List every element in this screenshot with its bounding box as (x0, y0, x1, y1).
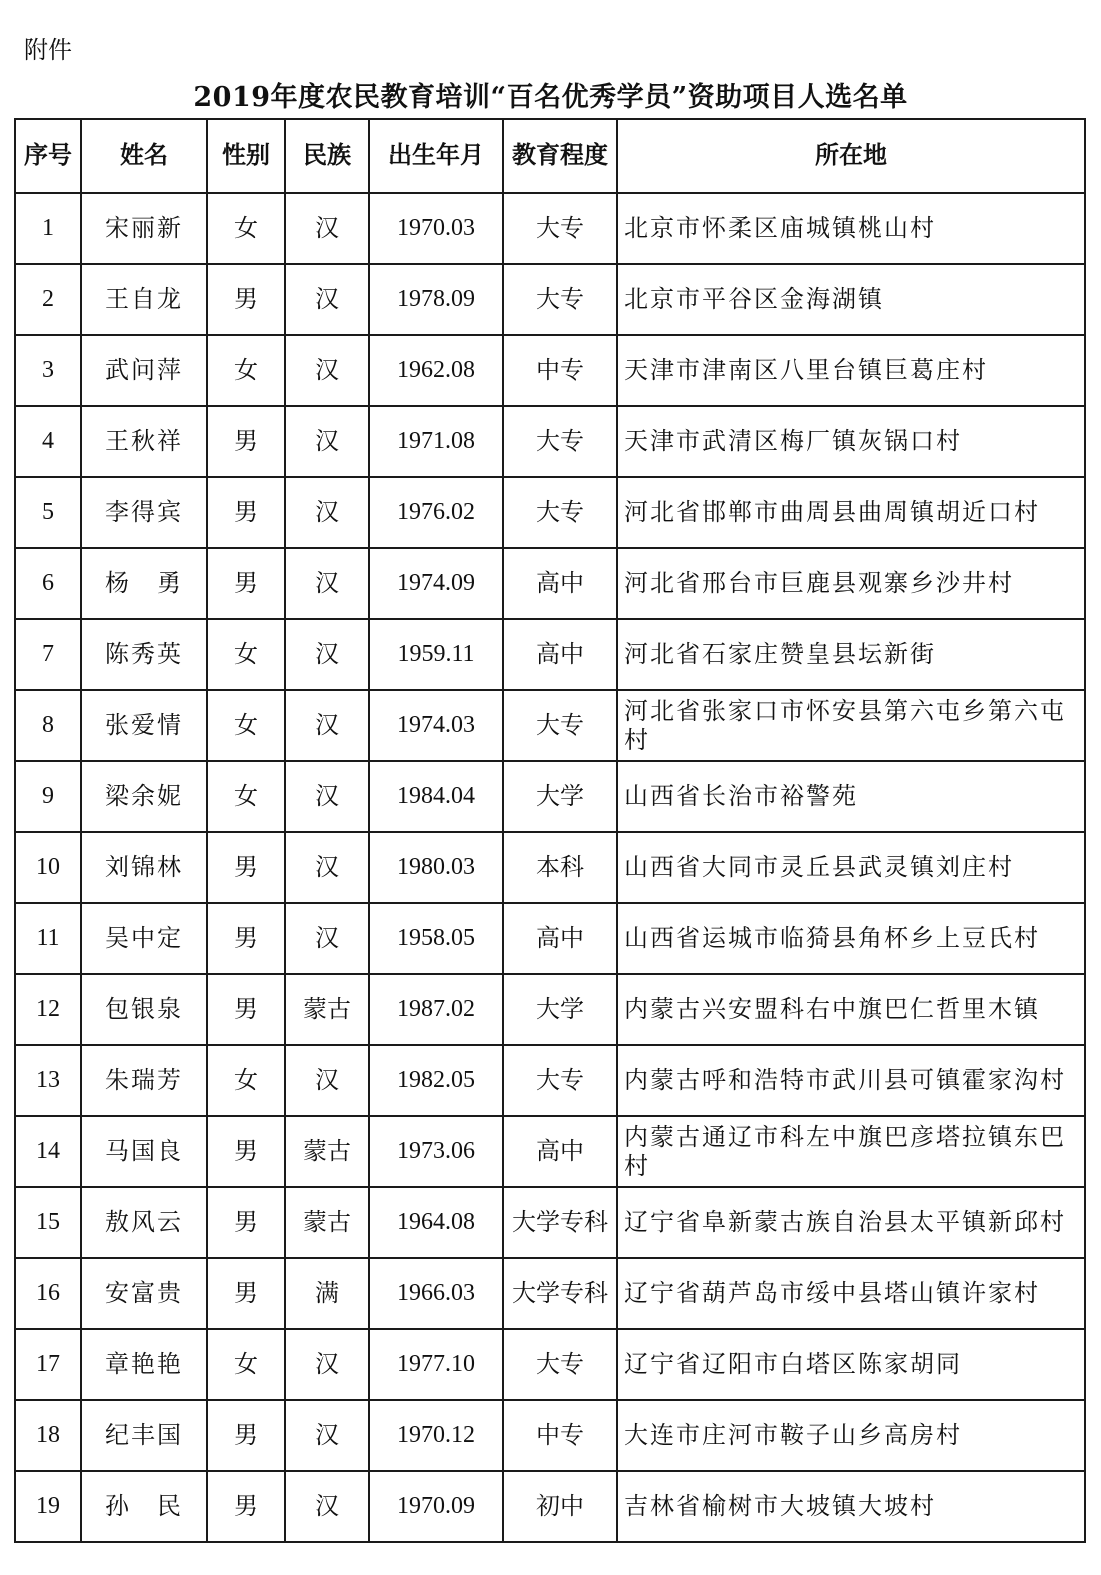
cell-education: 高中 (503, 1116, 617, 1187)
cell-birth: 1974.03 (369, 690, 503, 761)
cell-birth: 1976.02 (369, 477, 503, 548)
cell-name: 章艳艳 (81, 1329, 207, 1400)
cell-location: 山西省大同市灵丘县武灵镇刘庄村 (617, 832, 1085, 903)
cell-education: 大学专科 (503, 1187, 617, 1258)
cell-location: 河北省石家庄赞皇县坛新街 (617, 619, 1085, 690)
cell-gender: 女 (207, 1045, 285, 1116)
cell-gender: 男 (207, 1258, 285, 1329)
column-header-education: 教育程度 (503, 119, 617, 193)
cell-seq: 9 (15, 761, 81, 832)
cell-education: 大专 (503, 1329, 617, 1400)
cell-name: 杨 勇 (81, 548, 207, 619)
cell-education: 本科 (503, 832, 617, 903)
cell-ethnicity: 汉 (285, 1045, 369, 1116)
table-body (15, 193, 1085, 1542)
cell-education: 大专 (503, 406, 617, 477)
cell-ethnicity: 汉 (285, 1329, 369, 1400)
cell-education: 中专 (503, 1400, 617, 1471)
table-row (15, 1471, 1085, 1542)
cell-seq: 2 (15, 264, 81, 335)
cell-ethnicity: 汉 (285, 477, 369, 548)
cell-ethnicity: 蒙古 (285, 1116, 369, 1187)
column-header-birth: 出生年月 (369, 119, 503, 193)
cell-birth: 1964.08 (369, 1187, 503, 1258)
cell-location: 山西省运城市临猗县角杯乡上豆氏村 (617, 903, 1085, 974)
cell-ethnicity: 汉 (285, 690, 369, 761)
cell-name: 纪丰国 (81, 1400, 207, 1471)
cell-seq: 12 (15, 974, 81, 1045)
cell-gender: 男 (207, 1116, 285, 1187)
cell-name: 刘锦林 (81, 832, 207, 903)
table-row (15, 1400, 1085, 1471)
column-header-gender: 性别 (207, 119, 285, 193)
cell-seq: 8 (15, 690, 81, 761)
cell-location: 辽宁省辽阳市白塔区陈家胡同 (617, 1329, 1085, 1400)
cell-education: 初中 (503, 1471, 617, 1542)
cell-location: 河北省邯郸市曲周县曲周镇胡近口村 (617, 477, 1085, 548)
cell-gender: 女 (207, 690, 285, 761)
cell-name: 王秋祥 (81, 406, 207, 477)
cell-gender: 男 (207, 406, 285, 477)
cell-gender: 男 (207, 1400, 285, 1471)
cell-education: 大学专科 (503, 1258, 617, 1329)
cell-education: 大专 (503, 690, 617, 761)
cell-name: 武问萍 (81, 335, 207, 406)
cell-birth: 1973.06 (369, 1116, 503, 1187)
table-row (15, 619, 1085, 690)
cell-ethnicity: 汉 (285, 619, 369, 690)
cell-gender: 男 (207, 477, 285, 548)
cell-gender: 男 (207, 903, 285, 974)
cell-name: 王自龙 (81, 264, 207, 335)
cell-seq: 11 (15, 903, 81, 974)
cell-gender: 女 (207, 619, 285, 690)
cell-birth: 1980.03 (369, 832, 503, 903)
cell-birth: 1966.03 (369, 1258, 503, 1329)
cell-name: 朱瑞芳 (81, 1045, 207, 1116)
cell-name: 马国良 (81, 1116, 207, 1187)
cell-ethnicity: 汉 (285, 1400, 369, 1471)
cell-education: 高中 (503, 903, 617, 974)
cell-birth: 1970.12 (369, 1400, 503, 1471)
cell-location: 北京市怀柔区庙城镇桃山村 (617, 193, 1085, 264)
cell-education: 高中 (503, 619, 617, 690)
table-row (15, 406, 1085, 477)
cell-name: 张爱情 (81, 690, 207, 761)
cell-ethnicity: 蒙古 (285, 974, 369, 1045)
cell-birth: 1958.05 (369, 903, 503, 974)
column-header-location: 所在地 (617, 119, 1085, 193)
cell-birth: 1970.03 (369, 193, 503, 264)
table-row (15, 761, 1085, 832)
cell-birth: 1977.10 (369, 1329, 503, 1400)
cell-location: 河北省张家口市怀安县第六屯乡第六屯村 (617, 690, 1085, 761)
cell-seq: 1 (15, 193, 81, 264)
cell-gender: 男 (207, 974, 285, 1045)
cell-location: 内蒙古通辽市科左中旗巴彦塔拉镇东巴村 (617, 1116, 1085, 1187)
cell-location: 天津市武清区梅厂镇灰锅口村 (617, 406, 1085, 477)
cell-ethnicity: 汉 (285, 761, 369, 832)
table-row (15, 690, 1085, 761)
cell-name: 李得宾 (81, 477, 207, 548)
table-row (15, 1329, 1085, 1400)
cell-name: 包银泉 (81, 974, 207, 1045)
cell-name: 梁余妮 (81, 761, 207, 832)
cell-location: 辽宁省阜新蒙古族自治县太平镇新邱村 (617, 1187, 1085, 1258)
cell-education: 高中 (503, 548, 617, 619)
roster-table (14, 118, 1086, 1543)
cell-name: 宋丽新 (81, 193, 207, 264)
cell-location: 山西省长治市裕警苑 (617, 761, 1085, 832)
cell-education: 大学 (503, 974, 617, 1045)
cell-education: 中专 (503, 335, 617, 406)
cell-seq: 15 (15, 1187, 81, 1258)
cell-name: 吴中定 (81, 903, 207, 974)
table-row (15, 903, 1085, 974)
cell-location: 吉林省榆树市大坡镇大坡村 (617, 1471, 1085, 1542)
cell-education: 大专 (503, 1045, 617, 1116)
cell-seq: 10 (15, 832, 81, 903)
cell-ethnicity: 汉 (285, 903, 369, 974)
cell-gender: 男 (207, 832, 285, 903)
table-row (15, 1045, 1085, 1116)
cell-education: 大学 (503, 761, 617, 832)
cell-seq: 14 (15, 1116, 81, 1187)
cell-birth: 1962.08 (369, 335, 503, 406)
cell-ethnicity: 汉 (285, 264, 369, 335)
table-row (15, 974, 1085, 1045)
cell-birth: 1959.11 (369, 619, 503, 690)
cell-seq: 4 (15, 406, 81, 477)
cell-ethnicity: 汉 (285, 832, 369, 903)
cell-seq: 17 (15, 1329, 81, 1400)
cell-birth: 1978.09 (369, 264, 503, 335)
cell-seq: 16 (15, 1258, 81, 1329)
cell-seq: 19 (15, 1471, 81, 1542)
cell-name: 孙 民 (81, 1471, 207, 1542)
cell-location: 北京市平谷区金海湖镇 (617, 264, 1085, 335)
table-row (15, 1258, 1085, 1329)
cell-ethnicity: 汉 (285, 335, 369, 406)
cell-birth: 1984.04 (369, 761, 503, 832)
cell-seq: 18 (15, 1400, 81, 1471)
cell-birth: 1987.02 (369, 974, 503, 1045)
table-row (15, 1187, 1085, 1258)
table-header-row (15, 119, 1085, 193)
cell-location: 内蒙古兴安盟科右中旗巴仁哲里木镇 (617, 974, 1085, 1045)
cell-education: 大专 (503, 193, 617, 264)
cell-location: 辽宁省葫芦岛市绥中县塔山镇许家村 (617, 1258, 1085, 1329)
column-header-name: 姓名 (81, 119, 207, 193)
document-title: 2019年度农民教育培训“百名优秀学员”资助项目人选名单 (193, 82, 908, 113)
cell-gender: 女 (207, 335, 285, 406)
cell-seq: 6 (15, 548, 81, 619)
cell-location: 内蒙古呼和浩特市武川县可镇霍家沟村 (617, 1045, 1085, 1116)
cell-location: 大连市庄河市鞍子山乡高房村 (617, 1400, 1085, 1471)
cell-gender: 男 (207, 1471, 285, 1542)
table-row (15, 193, 1085, 264)
cell-gender: 女 (207, 761, 285, 832)
table-row (15, 477, 1085, 548)
cell-birth: 1974.09 (369, 548, 503, 619)
cell-gender: 女 (207, 1329, 285, 1400)
cell-seq: 5 (15, 477, 81, 548)
cell-ethnicity: 满 (285, 1258, 369, 1329)
cell-birth: 1971.08 (369, 406, 503, 477)
cell-gender: 女 (207, 193, 285, 264)
column-header-seq: 序号 (15, 119, 81, 193)
cell-education: 大专 (503, 477, 617, 548)
table-row (15, 264, 1085, 335)
cell-ethnicity: 汉 (285, 1471, 369, 1542)
cell-gender: 男 (207, 548, 285, 619)
cell-seq: 13 (15, 1045, 81, 1116)
cell-name: 陈秀英 (81, 619, 207, 690)
column-header-ethnicity: 民族 (285, 119, 369, 193)
cell-ethnicity: 汉 (285, 406, 369, 477)
cell-ethnicity: 汉 (285, 548, 369, 619)
cell-name: 安富贵 (81, 1258, 207, 1329)
cell-birth: 1970.09 (369, 1471, 503, 1542)
cell-seq: 3 (15, 335, 81, 406)
attachment-label: 附件 (24, 36, 72, 64)
cell-education: 大专 (503, 264, 617, 335)
cell-name: 敖风云 (81, 1187, 207, 1258)
cell-ethnicity: 汉 (285, 193, 369, 264)
table-row (15, 548, 1085, 619)
cell-location: 河北省邢台市巨鹿县观寨乡沙井村 (617, 548, 1085, 619)
table-row (15, 1116, 1085, 1187)
cell-gender: 男 (207, 1187, 285, 1258)
cell-birth: 1982.05 (369, 1045, 503, 1116)
cell-ethnicity: 蒙古 (285, 1187, 369, 1258)
cell-gender: 男 (207, 264, 285, 335)
table-row (15, 832, 1085, 903)
table-row (15, 335, 1085, 406)
cell-location: 天津市津南区八里台镇巨葛庄村 (617, 335, 1085, 406)
cell-seq: 7 (15, 619, 81, 690)
